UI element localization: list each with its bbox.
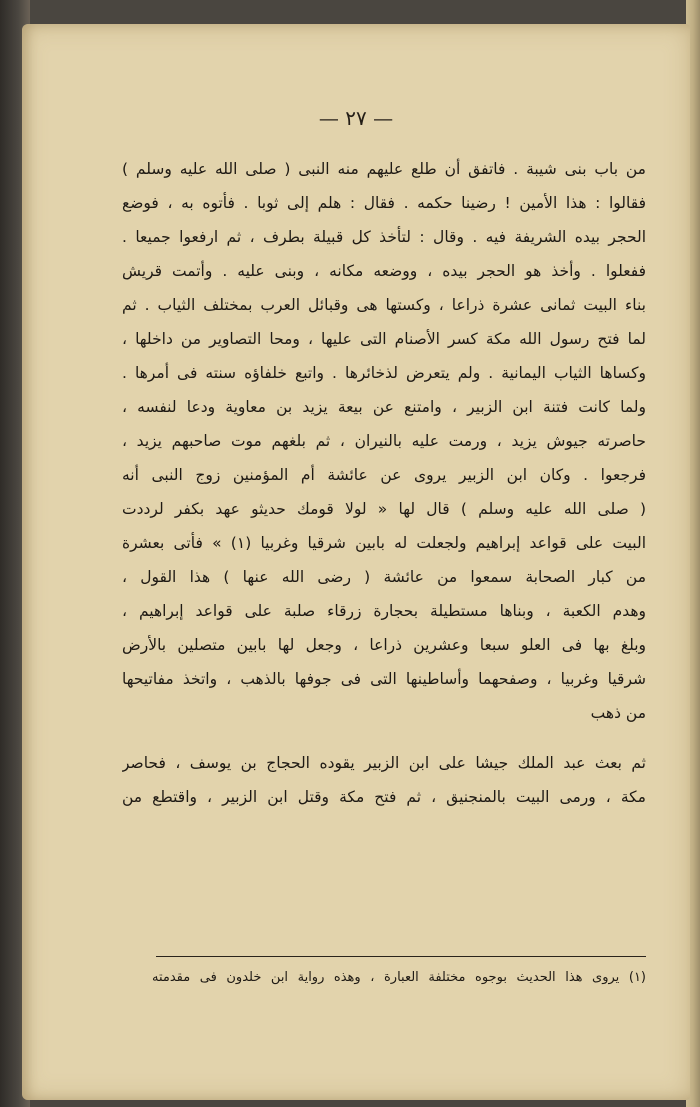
text-line: وكساها الثياب اليمانية . ولم يتعرض لذخائرها . واتبع خلفاؤه سنته فى أمرها .: [122, 364, 646, 382]
text-line: من كبار الصحابة سمعوا من عائشة ( رضى الله عنها ) هذا القول ،: [122, 568, 646, 586]
text-line: البيت على قواعد إبراهيم ولجعلت له بابين شرقيا وغربيا (١) » فأتى بعشرة: [122, 534, 646, 552]
text-line: ثم بعث عبد الملك جيشا على ابن الزبير يقوده الحجاج بن يوسف ، فحاصر: [122, 754, 646, 772]
text-line: وبلغ بها فى العلو سبعا وعشرين ذراعا ، وجعل لها بابين متصلين بالأرض: [122, 636, 646, 654]
text-line: ( صلى الله عليه وسلم ) قال لها « لولا قومك حديثو عهد بكفر لرددت: [122, 500, 646, 518]
footnote-divider: [156, 956, 646, 957]
text-line: شرقيا وغربيا ، وصفحهما وأساطينها التى فى جوفها بالذهب ، واتخذ مفاتيحها: [122, 670, 646, 688]
text-line: لما فتح رسول الله مكة كسر الأصنام التى عليها ، ومحا التصاوير من داخلها ،: [122, 330, 646, 348]
footnote: (١) يروى هذا الحديث بوجوه مختلفة العبارة ، وهذه رواية ابن خلدون فى مقدمته: [152, 970, 646, 985]
paragraph-gap: [122, 730, 646, 746]
page-number: — ٢٧ —: [318, 106, 394, 130]
text-line: من باب بنى شيبة . فاتفق أن طلع عليهم منه النبى ( صلى الله عليه وسلم ): [122, 160, 646, 178]
text-line: من ذهب: [590, 704, 646, 722]
text-line: حاصرته جيوش يزيد ، ورمت عليه بالنيران ، ثم بلغهم موت صاحبهم يزيد ،: [122, 432, 646, 450]
book-page: [22, 24, 690, 1100]
text-line: ففعلوا . وأخذ هو الحجر بيده ، ووضعه مكانه ، وبنى عليه . وأتمت قريش: [122, 262, 646, 280]
text-line: الحجر بيده الشريفة فيه . وقال : لتأخذ كل قبيلة بطرف ، ثم ارفعوا جميعا .: [122, 228, 646, 246]
text-line: فرجعوا . وكان ابن الزبير يروى عن عائشة أم المؤمنين زوج النبى أنه: [122, 466, 646, 484]
text-line: ولما كانت فتنة ابن الزبير ، وامتنع عن بيعة يزيد بن معاوية ودعا لنفسه ،: [122, 398, 646, 416]
text-line: فقالوا : هذا الأمين ! رضينا حكمه . فقال : هلم إلى ثوبا . فأتوه به ، فوضع: [122, 194, 646, 212]
main-text: [122, 152, 646, 814]
text-line: مكة ، ورمى البيت بالمنجنيق ، ثم فتح مكة وقتل ابن الزبير ، واقتطع من: [122, 788, 646, 806]
text-line: وهدم الكعبة ، وبناها مستطيلة بحجارة زرقاء صلبة على قواعد إبراهيم ،: [122, 602, 646, 620]
text-line: بناء البيت ثمانى عشرة ذراعا ، وكستها هى وقبائل العرب بمختلف الثياب . ثم: [122, 296, 646, 314]
